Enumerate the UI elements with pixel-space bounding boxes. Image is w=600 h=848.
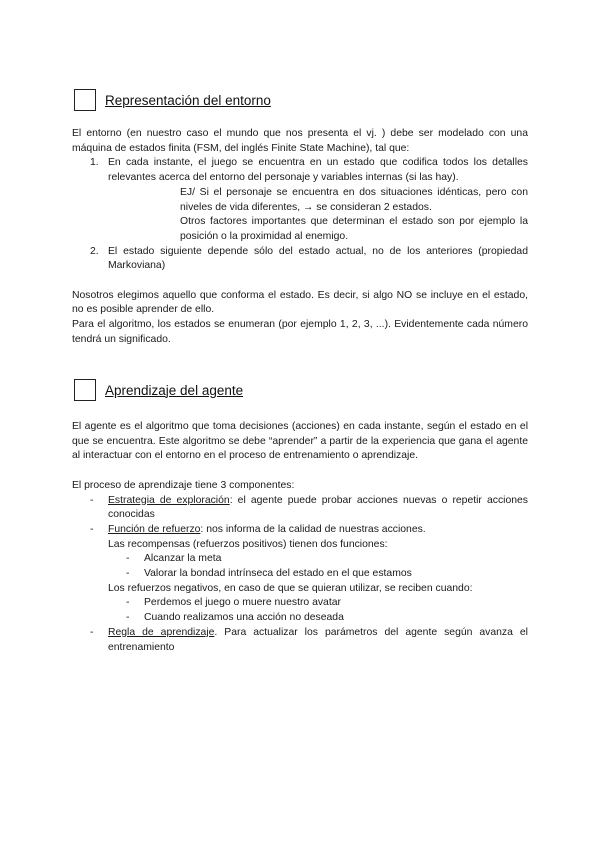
paragraph: Para el algoritmo, los estados se enumeran (por ejemplo 1, 2, 3, ...). Evidentemente cada número tendrá un significado.	[72, 319, 528, 345]
dash: -	[90, 494, 94, 506]
paragraph: El agente es el algoritmo que toma decisiones (acciones) en cada instante, según el estado en el que se encuentra. Este algoritmo se debe “aprender” a partir de la experiencia que gana el agente al interactuar con el entorno en el proceso de entrenamiento o aprendizaje.	[72, 421, 528, 462]
example-text: EJ/ Si el personaje se encuentra en dos situaciones idénticas, pero con niveles de vida diferentes, → se consideran 2 estados.	[180, 186, 528, 213]
heading-title: Aprendizaje del agente	[105, 382, 244, 398]
list-item	[90, 245, 528, 274]
section1-body	[72, 127, 528, 348]
sub-item	[126, 611, 528, 626]
checkbox-square	[74, 379, 96, 401]
sub-item	[126, 567, 528, 582]
list-text: En cada instante, el juego se encuentra en un estado que codifica todos los detalles relevantes acerca del entorno del personaje y variables internas (si las hay).	[108, 157, 528, 184]
sub-item	[126, 552, 528, 567]
paragraph: El proceso de aprendizaje tiene 3 componentes:	[72, 479, 295, 491]
heading-title: Representación del entorno	[105, 92, 271, 108]
sub-item	[126, 596, 528, 611]
dash: -	[126, 568, 130, 580]
paragraph: El entorno (en nuestro caso el mundo que nos presenta el vj. ) debe ser modelado con una máquina de estados finita (FSM, del inglés Finite State Machine), tal que:	[72, 128, 528, 154]
section-heading	[74, 378, 243, 402]
list-text: : el agente puede probar acciones nuevas o repetir acciones conocidas	[108, 494, 529, 521]
dash: -	[90, 523, 94, 535]
checkbox-square	[74, 89, 96, 111]
list-text: : nos informa de la calidad de nuestras acciones.	[200, 523, 426, 535]
dash: -	[126, 553, 130, 565]
list-item	[90, 626, 528, 655]
sub-text: Las recompensas (refuerzos positivos) tienen dos funciones:	[108, 538, 388, 550]
term: Regla de aprendizaje	[108, 626, 215, 638]
list-text: El estado siguiente depende sólo del estado actual, no de los anteriores (propiedad Markoviana)	[108, 245, 528, 272]
note-text: Otros factores importantes que determinan el estado son por ejemplo la posición o la proximidad al enemigo.	[180, 216, 528, 242]
list-item	[90, 156, 528, 244]
list-number: 1.	[90, 157, 99, 169]
list-item	[90, 523, 528, 626]
sub-text: Los refuerzos negativos, en caso de que se quieran utilizar, se reciben cuando:	[108, 582, 473, 594]
dash: -	[90, 626, 94, 638]
sub-item-text: Valorar la bondad intrínseca del estado en el que estamos	[144, 568, 412, 580]
dash: -	[126, 597, 130, 609]
sub-item-text: Alcanzar la meta	[144, 553, 222, 565]
list-text: . Para actualizar los parámetros del agente según avanza el entrenamiento	[108, 626, 528, 653]
term: Función de refuerzo	[108, 523, 201, 535]
term: Estrategia de exploración	[108, 494, 230, 506]
dash: -	[126, 612, 130, 624]
list-item	[90, 494, 529, 523]
section-heading	[74, 88, 271, 112]
sub-item-text: Cuando realizamos una acción no deseada	[144, 612, 344, 624]
section2-body	[72, 420, 528, 655]
list-number: 2.	[90, 245, 99, 257]
sub-item-text: Perdemos el juego o muere nuestro avatar	[144, 597, 341, 609]
paragraph: Nosotros elegimos aquello que conforma el estado. Es decir, si algo NO se incluye en el estado, no es posible aprender de ello.	[72, 289, 528, 316]
